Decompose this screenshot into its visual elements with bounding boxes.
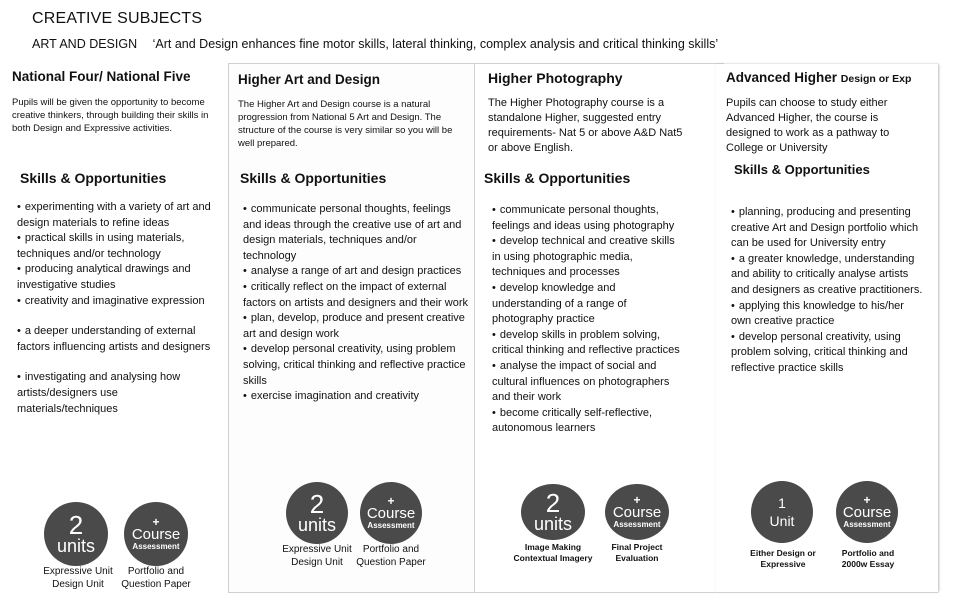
units-caption: Image Making Contextual Imagery <box>513 542 593 563</box>
list-item: • a deeper understanding of external factors influencing artists and designers <box>17 325 211 353</box>
column-higher-art <box>229 64 474 592</box>
list-item: • plan, develop, produce and present creative art and design work <box>243 312 465 340</box>
skills-list <box>17 200 217 417</box>
units-badge: 2 units <box>286 482 348 544</box>
skills-list <box>731 205 923 377</box>
list-item: • analyse the impact of social and cultural influences on photographers and their work <box>492 359 670 404</box>
units-caption: Expressive Unit Design Unit <box>43 566 113 590</box>
units-badge: 1 Unit <box>751 481 813 543</box>
column-intro: The Higher Photography course is a standalone Higher, suggested entry requirements- Nat 5 or above A&D Nat5 or above English. <box>488 97 683 154</box>
skills-title: Skills & Opportunities <box>20 170 167 186</box>
column-heading: National Four/ National Five <box>12 69 191 84</box>
list-item: • experimenting with a variety of art and design materials to refine ideas <box>17 201 211 229</box>
list-item: • producing analytical drawings and investigative studies <box>17 263 191 291</box>
course-assessment-badge: + Course Assessment <box>360 482 422 544</box>
course-caption: Portfolio and Question Paper <box>121 566 191 590</box>
column-intro: Pupils will be given the opportunity to become creative thinkers, through building their skills in both Design and Expressive activities. <box>12 97 209 134</box>
course-caption: Final Project Evaluation <box>611 542 663 563</box>
list-item: • develop skills in problem solving, critical thinking and reflective practices <box>492 328 680 357</box>
course-assessment-badge: + Course Assessment <box>836 481 898 543</box>
column-heading: Higher Art and Design <box>238 72 381 87</box>
list-item: • develop knowledge and understanding of a range of photography practice <box>492 281 627 326</box>
course-caption: Portfolio and Question Paper <box>356 544 426 568</box>
units-caption: Either Design or Expressive <box>750 548 816 569</box>
list-item: • investigating and analysing how artists/designers use materials/techniques <box>17 371 181 415</box>
list-item: • develop technical and creative skills in using photographic media, techniques and processes <box>492 235 675 279</box>
subject-label: ART AND DESIGN <box>32 37 138 51</box>
subject-subheader <box>32 37 718 51</box>
page-title: CREATIVE SUBJECTS <box>32 10 203 27</box>
units-caption: Expressive Unit Design Unit <box>282 544 352 568</box>
skills-title: Skills & Opportunities <box>734 162 870 177</box>
list-item: • develop personal creativity, using problem solving, critical thinking and reflective practice skills <box>243 343 466 387</box>
list-item: • practical skills in using materials, techniques and/or technology <box>17 232 185 260</box>
list-item: • applying this knowledge to his/her own creative practice <box>731 299 904 328</box>
list-item: • exercise imagination and creativity <box>243 390 419 403</box>
course-caption: Portfolio and 2000w Essay <box>841 548 895 569</box>
units-badge: 2 units <box>521 484 585 540</box>
column-heading: Higher Photography <box>488 70 623 86</box>
list-item: • become critically self-reflective, autonomous learners <box>492 406 653 435</box>
list-item: • a greater knowledge, understanding and ability to critically analyse artists and designers as creative practitioners. <box>731 252 923 296</box>
skills-list <box>243 202 471 405</box>
column-heading: Advanced Higher Design or Exp <box>726 70 912 85</box>
column-intro: Pupils can choose to study either Advanced Higher, the course is designed to work as a pathway to College or University <box>726 97 890 154</box>
list-item: • analyse a range of art and design practices <box>243 265 462 278</box>
column-intro: The Higher Art and Design course is a natural progression from National 5 Art and Design. The structure of the course is very similar so you will be well prepared. <box>238 99 453 149</box>
course-assessment-badge: + Course Assessment <box>124 502 188 566</box>
list-item: • communicate personal thoughts, feelings and ideas through the creative use of art and design materials, techniques and/or technology <box>243 203 462 262</box>
skills-title: Skills & Opportunities <box>484 170 631 186</box>
list-item: • planning, producing and presenting creative Art and Design portfolio which can be used for University entry <box>731 206 919 250</box>
list-item: • critically reflect on the impact of external factors on artists and designers and their work <box>243 280 469 309</box>
course-assessment-badge: + Course Assessment <box>605 484 669 540</box>
subject-quote: ‘Art and Design enhances fine motor skills, lateral thinking, complex analysis and critical thinking skills’ <box>152 37 719 51</box>
column-advanced-higher <box>716 64 938 592</box>
column-higher-photography <box>475 64 723 592</box>
list-item: • creativity and imaginative expression <box>17 294 205 307</box>
units-badge: 2 units <box>44 502 108 566</box>
list-item: • communicate personal thoughts, feelings and ideas using photography <box>492 204 675 232</box>
skills-list <box>492 203 682 437</box>
column-national <box>0 64 228 592</box>
skills-title: Skills & Opportunities <box>240 170 387 186</box>
list-item: • develop personal creativity, using problem solving, critical thinking and reflective practice skills <box>731 330 908 374</box>
